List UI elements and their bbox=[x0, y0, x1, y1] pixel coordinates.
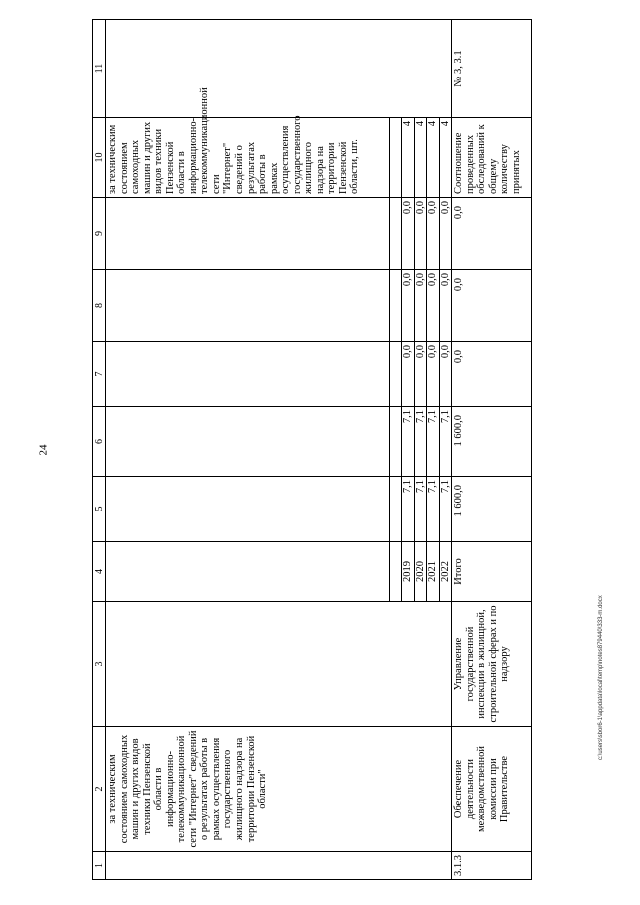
year-cell: 2022 bbox=[439, 542, 452, 602]
measure-name-cell: за техническим состоянием самоходных машин и других видов техники Пензенской области в информационно-телекоммуникационной сети "Интернет" сведений о результатах работы в рамках осуществления государственного жилищного надзора на территории Пензенской области" bbox=[106, 727, 452, 852]
value-cell: 0,0 bbox=[452, 342, 532, 407]
value-cell: 7,1 bbox=[414, 477, 427, 542]
value-cell bbox=[389, 198, 401, 270]
measure-name-cell: Обеспечение деятельности межведомственной комиссии при Правительстве bbox=[452, 727, 532, 852]
year-cell bbox=[389, 542, 401, 602]
value-cell: 7,1 bbox=[427, 407, 440, 477]
year-cell: 2019 bbox=[401, 542, 414, 602]
header-cell: 1 bbox=[93, 852, 106, 880]
header-cell: 3 bbox=[93, 602, 106, 727]
program-table bbox=[92, 19, 532, 880]
value-cell: 7,1 bbox=[401, 477, 414, 542]
executor-cell bbox=[106, 602, 452, 727]
value-cell: 7,1 bbox=[401, 407, 414, 477]
value-cell: 0,0 bbox=[427, 270, 440, 342]
page-number: 24 bbox=[37, 444, 50, 456]
value-cell: 0,0 bbox=[414, 198, 427, 270]
row-number-cell bbox=[106, 852, 452, 880]
indicator-value: 4 bbox=[427, 118, 440, 198]
value-cell bbox=[106, 342, 390, 407]
header-cell: 4 bbox=[93, 542, 106, 602]
value-cell: 0,0 bbox=[439, 342, 452, 407]
value-cell bbox=[389, 407, 401, 477]
year-cell: Итого bbox=[452, 542, 532, 602]
header-cell: 5 bbox=[93, 477, 106, 542]
value-cell: 0,0 bbox=[452, 270, 532, 342]
header-cell: 11 bbox=[93, 20, 106, 118]
file-path-footer: c:\users\sbor6-1\appdata\local\temp\notes879440\333-m.docx bbox=[598, 595, 604, 760]
value-cell bbox=[389, 342, 401, 407]
value-cell: 0,0 bbox=[452, 198, 532, 270]
value-cell: 0,0 bbox=[401, 342, 414, 407]
value-cell: 0,0 bbox=[401, 198, 414, 270]
indicator-value: 4 bbox=[439, 118, 452, 198]
value-cell bbox=[106, 270, 390, 342]
value-cell: 0,0 bbox=[427, 342, 440, 407]
value-cell: 7,1 bbox=[439, 407, 452, 477]
indicator-value: 4 bbox=[414, 118, 427, 198]
value-cell bbox=[106, 407, 390, 477]
value-cell: 0,0 bbox=[439, 198, 452, 270]
header-row bbox=[93, 20, 106, 880]
continued-row-text bbox=[106, 20, 390, 880]
executor-cell: Управление государственной инспекции в жилищной, строительной сферах и по надзору bbox=[452, 602, 532, 727]
value-cell: 0,0 bbox=[401, 270, 414, 342]
value-cell: 1 600,0 bbox=[452, 407, 532, 477]
link-cell bbox=[106, 20, 452, 118]
indicator-value: 4 bbox=[401, 118, 414, 198]
header-cell: 9 bbox=[93, 198, 106, 270]
value-cell bbox=[389, 270, 401, 342]
header-cell: 8 bbox=[93, 270, 106, 342]
indicator-cell: Соотношение проведенных обследований к общему количеству принятых bbox=[452, 118, 532, 198]
header-cell: 10 bbox=[93, 118, 106, 198]
value-cell: 7,1 bbox=[439, 477, 452, 542]
year-cell: 2021 bbox=[427, 542, 440, 602]
row-3-1-3 bbox=[452, 20, 532, 880]
row-number-cell: 3.1.3 bbox=[452, 852, 532, 880]
header-cell: 2 bbox=[93, 727, 106, 852]
value-cell bbox=[106, 477, 390, 542]
value-cell: 7,1 bbox=[414, 407, 427, 477]
year-cell bbox=[106, 542, 390, 602]
indicator-cell: за техническим состоянием самоходных машин и других видов техники Пензенской области в информационно-телекоммуникационной сети "Интернет" сведений о результатах работы в рамках осуществления государственного жилищного надзора на территории Пензенской области, шт. bbox=[106, 118, 390, 198]
indicator-value bbox=[389, 118, 401, 198]
value-cell: 0,0 bbox=[427, 198, 440, 270]
value-cell: 0,0 bbox=[439, 270, 452, 342]
value-cell: 0,0 bbox=[414, 270, 427, 342]
year-cell: 2020 bbox=[414, 542, 427, 602]
value-cell bbox=[106, 198, 390, 270]
header-cell: 7 bbox=[93, 342, 106, 407]
program-table-container bbox=[92, 20, 532, 880]
value-cell: 1 600,0 bbox=[452, 477, 532, 542]
value-cell: 7,1 bbox=[427, 477, 440, 542]
header-cell: 6 bbox=[93, 407, 106, 477]
link-cell: № 3, 3.1 bbox=[452, 20, 532, 118]
value-cell: 0,0 bbox=[414, 342, 427, 407]
value-cell bbox=[389, 477, 401, 542]
